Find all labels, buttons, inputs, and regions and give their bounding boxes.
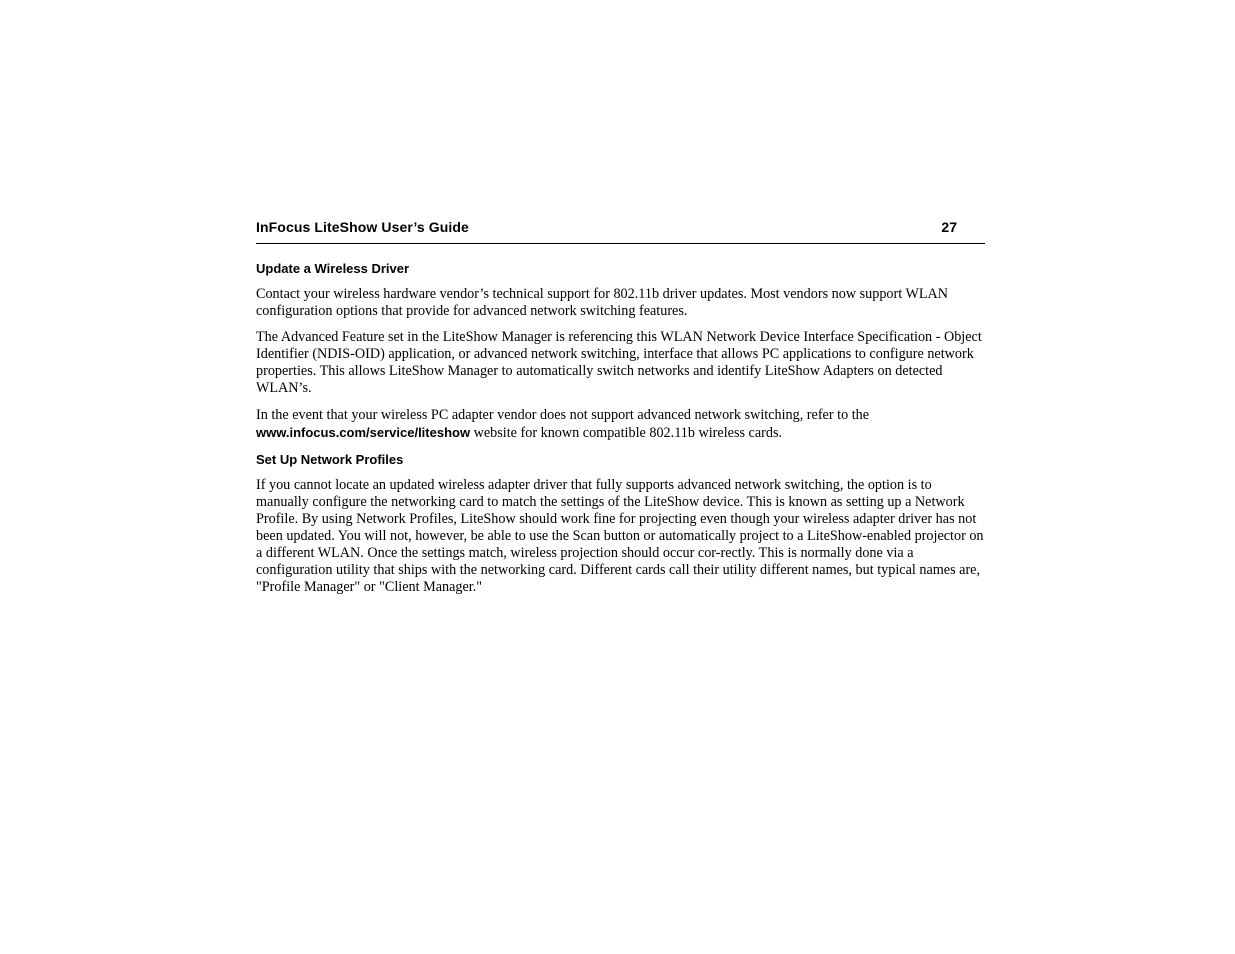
page-number: 27 [941, 219, 957, 235]
guide-title: InFocus LiteShow User’s Guide [256, 219, 469, 235]
paragraph-contact-vendor: Contact your wireless hardware vendor’s technical support for 802.11b driver updates. Most vendors now support WLAN configuration options that provide for advanced network switching features. [256, 286, 949, 320]
liteshow-service-link[interactable]: www.infocus.com/service/liteshow [256, 424, 471, 440]
section-heading-network-profiles: Set Up Network Profiles [256, 451, 404, 467]
running-header [256, 216, 985, 244]
paragraph-text-after-url: website for known compatible 802.11b wireless cards. [470, 424, 783, 441]
paragraph-network-profiles: If you cannot locate an updated wireless adapter driver that fully supports advanced network switching, the option is to manually configure the networking card to match the settings of the LiteShow device. This is known as setting up a Network Profile. By using Network Profiles, LiteShow should work fine for projecting even though your wireless adapter driver has not been updated. You will not, however, be able to use the Scan button or automatically project to a LiteShow-enabled projector on a different WLAN. Once the settings match, wireless projection should occur cor-rectly. This is normally done via a configuration utility that ships with the networking card. Different cards call their utility different names, but typical names are, "Profile Manager" or "Client Manager." [256, 476, 984, 596]
section-heading-update-driver: Update a Wireless Driver [256, 261, 410, 276]
paragraph-text-before-url: In the event that your wireless PC adapter vendor does not support advanced network switching, refer to the [256, 406, 870, 423]
paragraph-vendor-support [256, 407, 985, 442]
document-page [256, 216, 985, 596]
paragraph-advanced-feature: The Advanced Feature set in the LiteShow Manager is referencing this WLAN Network Device Interface Specification - Object Identifier (NDIS-OID) application, or advanced network switching, interface that allows PC applications to configure network properties. This allows LiteShow Manager to automatically switch networks and identify LiteShow Adapters on detected WLAN’s. [256, 329, 982, 397]
